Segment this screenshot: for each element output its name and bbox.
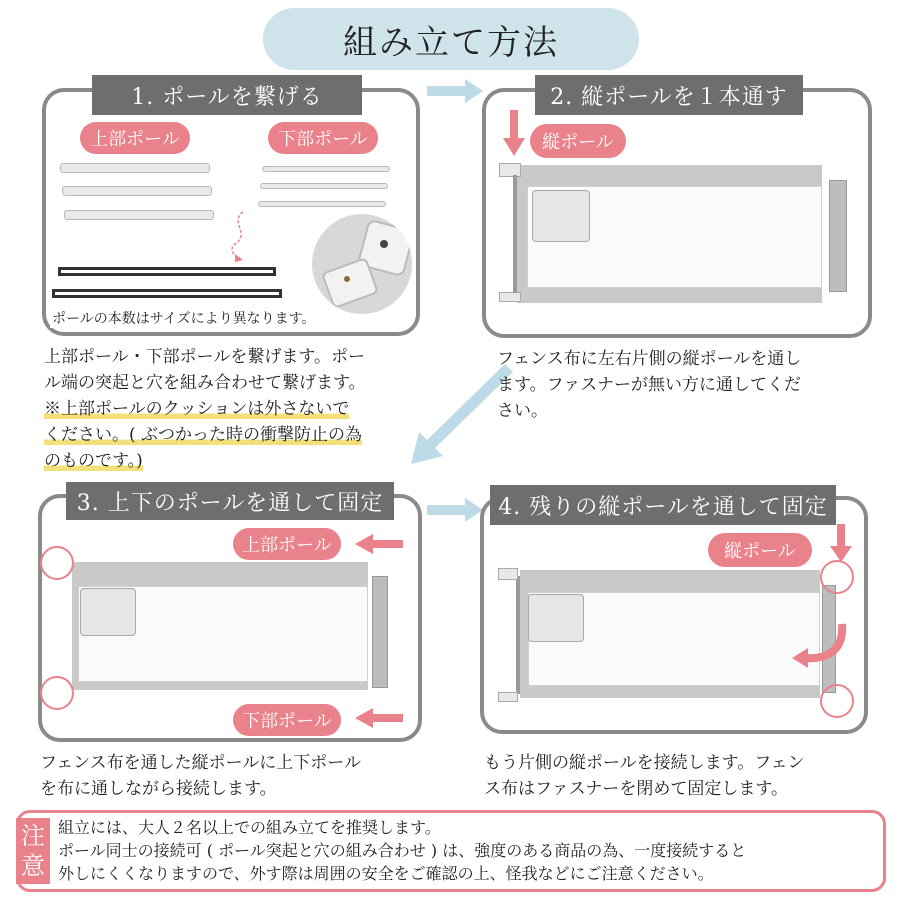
joined-lower-pole [52,289,282,298]
vertical-pole-label: 縦ポール [530,124,626,158]
step-1-title: 1. ポールを繋げる [92,75,362,115]
pole-count-caption: ポールの本数はサイズにより異なります。 [50,308,317,328]
lower-pole-bar [260,183,388,189]
step-3-description: フェンス布を通した縦ポールに上下ポール を布に通しながら接続します。 [40,753,361,799]
pole-connector [499,292,521,302]
pole-connector [498,692,518,702]
vertical-pole [516,576,520,694]
step-4-title: 4. 残りの縦ポールを通して固定 [490,485,836,525]
joint-highlight-circle [40,676,74,710]
lower-pole-bar [258,201,386,207]
connector-detail-photo [312,214,412,314]
flow-arrow-right-icon-2 [425,497,485,523]
left-arrow-icon [355,708,403,728]
lower-pole-label: 下部ポール [233,704,341,736]
wrap-arrow-icon [790,622,850,668]
page-title: 組み立て方法 [263,8,639,70]
curly-arrow-icon [225,210,255,265]
fence-pocket [532,190,590,242]
left-arrow-icon [355,534,403,554]
fence-side-fabric [372,576,388,688]
vertical-pole [513,175,517,293]
caution-tag: 注 意 [16,818,50,884]
fence-side-fabric [829,180,847,292]
upper-pole-label: 上部ポール [233,528,341,560]
down-arrow-icon [503,110,525,158]
upper-pole-bar [64,210,214,220]
vertical-pole-label: 縦ポール [708,533,812,567]
pole-connector [499,163,521,177]
step-4-description: もう片側の縦ポールを接続します。フェン ス布はファスナーを閉めて固定します。 [484,753,805,799]
step-1-description: 上部ポール・下部ポールを繋げます。ポー ル端の突起と穴を組み合わせて繋げます。 ※上部ポールのクッションは外さないで ください。( ぶつかった時の衝撃防止の為 のものです。) [44,347,366,471]
upper-pole-bar [62,186,212,196]
step-2-description: フェンス布に左右片側の縦ポールを通し ます。ファスナーが無い方に通してくだ さい。 [497,349,802,421]
fence-pocket [528,594,584,642]
joint-highlight-circle [820,684,854,718]
pole-connector [498,568,518,580]
caution-text: 組立には、大人２名以上での組み立てを推奨します。 ポール同士の接続可 ( ポール突起と穴の組み合わせ ) は、強度のある商品の為、一度接続すると 外しにくくなりますので、外す際は周囲の安全をご確認の上、怪我などにご注意ください。 [58,818,747,883]
down-arrow-icon [830,524,852,564]
fence-pocket [80,588,136,636]
lower-pole-label: 下部ポール [268,122,378,154]
upper-pole-label: 上部ポール [80,122,190,154]
joint-highlight-circle [820,560,854,594]
joint-highlight-circle [40,546,74,580]
lower-pole-bar [262,166,390,172]
step-3-title: 3. 上下のポールを通して固定 [66,482,394,520]
upper-pole-bar [60,163,210,173]
joined-upper-pole [58,267,276,276]
flow-arrow-right-icon [425,78,485,104]
step-2-title: 2. 縦ポールを１本通す [535,75,803,115]
